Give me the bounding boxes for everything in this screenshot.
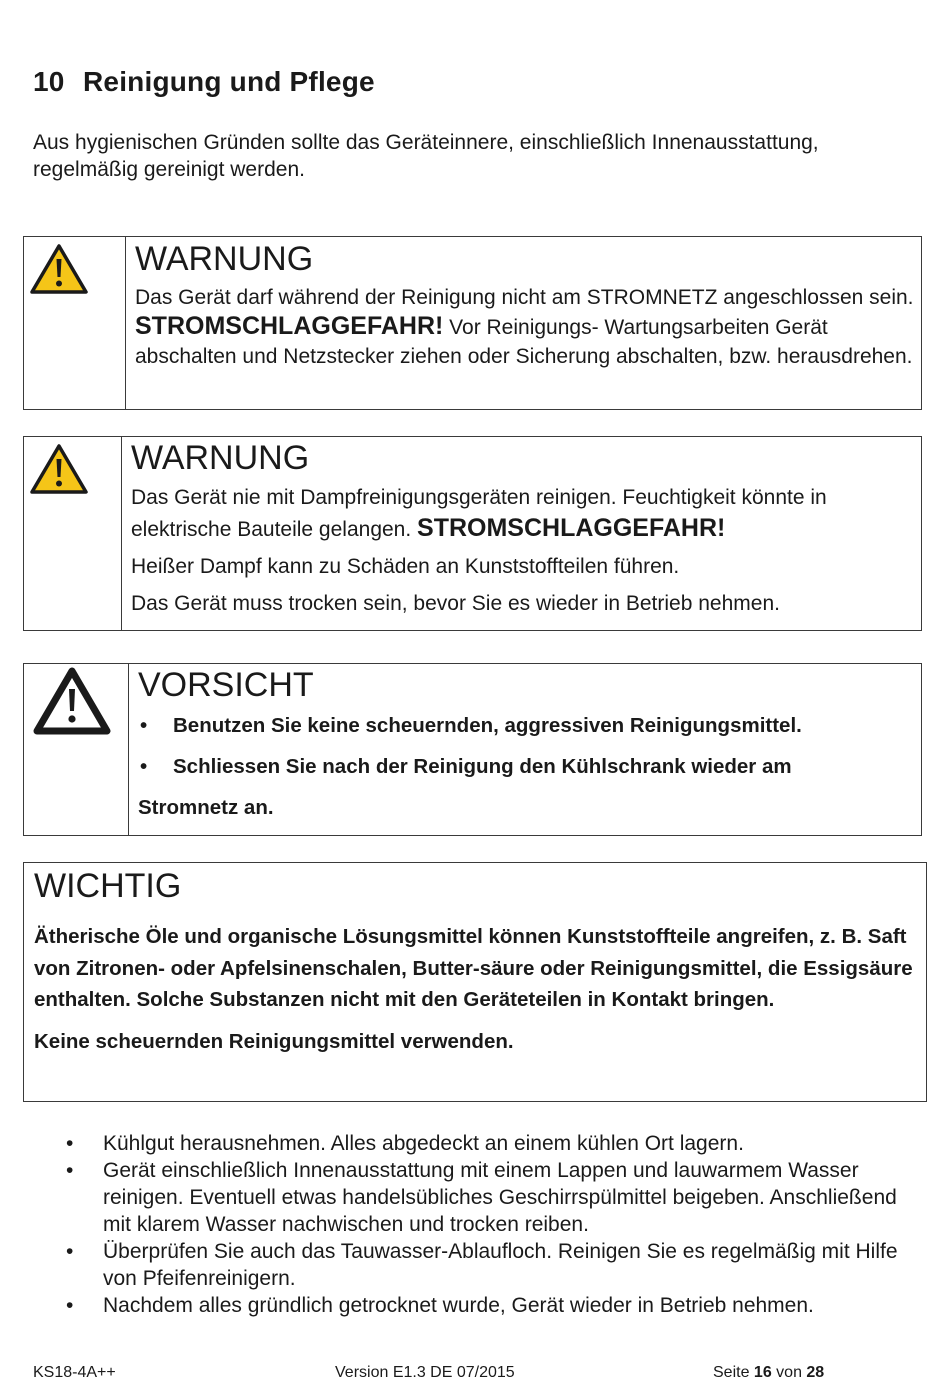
section-number: 10 xyxy=(33,66,65,97)
page-mid: von xyxy=(771,1364,807,1381)
caution-bullet-text: Benutzen Sie keine scheuernden, aggressiven Reinigungsmittel. xyxy=(173,714,802,737)
warning-line: Das Gerät muss trocken sein, bevor Sie es wieder in Betrieb nehmen. xyxy=(131,592,780,615)
caution-bullet xyxy=(138,714,915,738)
list-item-text: Kühlgut herausnehmen. Alles abgedeckt an einem kühlen Ort lagern. xyxy=(103,1132,744,1155)
footer-version: Version E1.3 DE 07/2015 xyxy=(335,1364,515,1381)
section-title: Reinigung und Pflege xyxy=(83,66,375,97)
caution-bullet xyxy=(138,755,915,779)
bullet-dot: • xyxy=(66,1294,74,1317)
cleaning-steps-list xyxy=(60,1130,930,1319)
caution-icon-cell xyxy=(24,664,129,835)
footer-model: KS18-4A++ xyxy=(33,1364,116,1381)
important-title: WICHTIG xyxy=(34,867,182,905)
intro-paragraph: Aus hygienischen Gründen sollte das Geräteinnere, einschließlich Innenausstattung, regelmäßig gereinigt werden. xyxy=(33,131,819,181)
warning-triangle-icon xyxy=(29,443,89,495)
shock-hazard-emphasis: STROMSCHLAGGEFAHR! xyxy=(135,312,444,340)
bullet-dot: • xyxy=(66,1240,74,1263)
important-note: Keine scheuernden Reinigungsmittel verwenden. xyxy=(34,1029,514,1053)
bullet-dot: • xyxy=(66,1159,74,1182)
list-item-text: Überprüfen Sie auch das Tauwasser-Ablaufloch. Reinigen Sie es regelmäßig mit Hilfe von Pfeifenreinigern. xyxy=(103,1240,898,1290)
list-item xyxy=(60,1238,930,1292)
caution-title: VORSICHT xyxy=(138,666,314,704)
caution-bullet-continued: Stromnetz an. xyxy=(138,796,274,819)
warning-text xyxy=(135,283,915,371)
page-current: 16 xyxy=(753,1364,772,1381)
warning-title: WARNUNG xyxy=(135,240,314,278)
shock-hazard-emphasis: STROMSCHLAGGEFAHR! xyxy=(417,514,726,542)
bullet-dot: • xyxy=(140,755,148,778)
list-item xyxy=(60,1157,930,1238)
bullet-dot: • xyxy=(140,714,148,737)
warning-text-part: Das Gerät darf während der Reinigung nicht am STROMNETZ angeschlossen sein. xyxy=(135,286,914,309)
important-paragraph: Ätherische Öle und organische Lösungsmittel können Kunststoffteile angreifen, z. B. Saft von Zitronen- oder Apfelsinenschalen, Butter-säure oder Reinigungsmittel, die Essigsäure enthalten. Solche Substanzen nicht mit den Geräteteilen in Kontakt bringen. xyxy=(34,925,913,1011)
warning-line: Heißer Dampf kann zu Schäden an Kunststoffteilen führen. xyxy=(131,555,680,578)
footer-page xyxy=(713,1364,824,1382)
warning-icon-cell xyxy=(24,237,126,409)
warning-box-power xyxy=(23,236,922,410)
warning-text-part: Vor Reinigungs- Wartungsarbeiten Gerät abschalten und Netzstecker ziehen oder Sicherung abschalten, bzw. herausdrehen. xyxy=(135,316,913,368)
important-box xyxy=(23,862,927,1102)
section-heading xyxy=(33,66,375,98)
warning-text-part: Das Gerät nie mit Dampfreinigungsgeräten reinigen. Feuchtigkeit könnte in elektrische Bauteile gelangen. xyxy=(131,486,827,541)
list-item xyxy=(60,1292,930,1319)
warning-text xyxy=(131,483,915,545)
list-item xyxy=(60,1130,930,1157)
caution-box xyxy=(23,663,922,836)
warning-icon-cell xyxy=(24,437,122,630)
warning-title: WARNUNG xyxy=(131,439,310,477)
list-item-text: Gerät einschließlich Innenausstattung mit einem Lappen und lauwarmem Wasser reinigen. Eventuell etwas handelsübliches Geschirrspülmittel beigeben. Anschließend mit klarem Wasser nachwischen und trocken reiben. xyxy=(103,1159,897,1236)
warning-box-steam xyxy=(23,436,922,631)
caution-triangle-icon xyxy=(33,667,111,735)
page-prefix: Seite xyxy=(713,1364,754,1381)
bullet-dot: • xyxy=(66,1132,74,1155)
caution-bullet-text: Schliessen Sie nach der Reinigung den Kühlschrank wieder am xyxy=(173,755,792,778)
warning-triangle-icon xyxy=(29,243,89,295)
list-item-text: Nachdem alles gründlich getrocknet wurde, Gerät wieder in Betrieb nehmen. xyxy=(103,1294,814,1317)
page-total: 28 xyxy=(806,1364,825,1381)
